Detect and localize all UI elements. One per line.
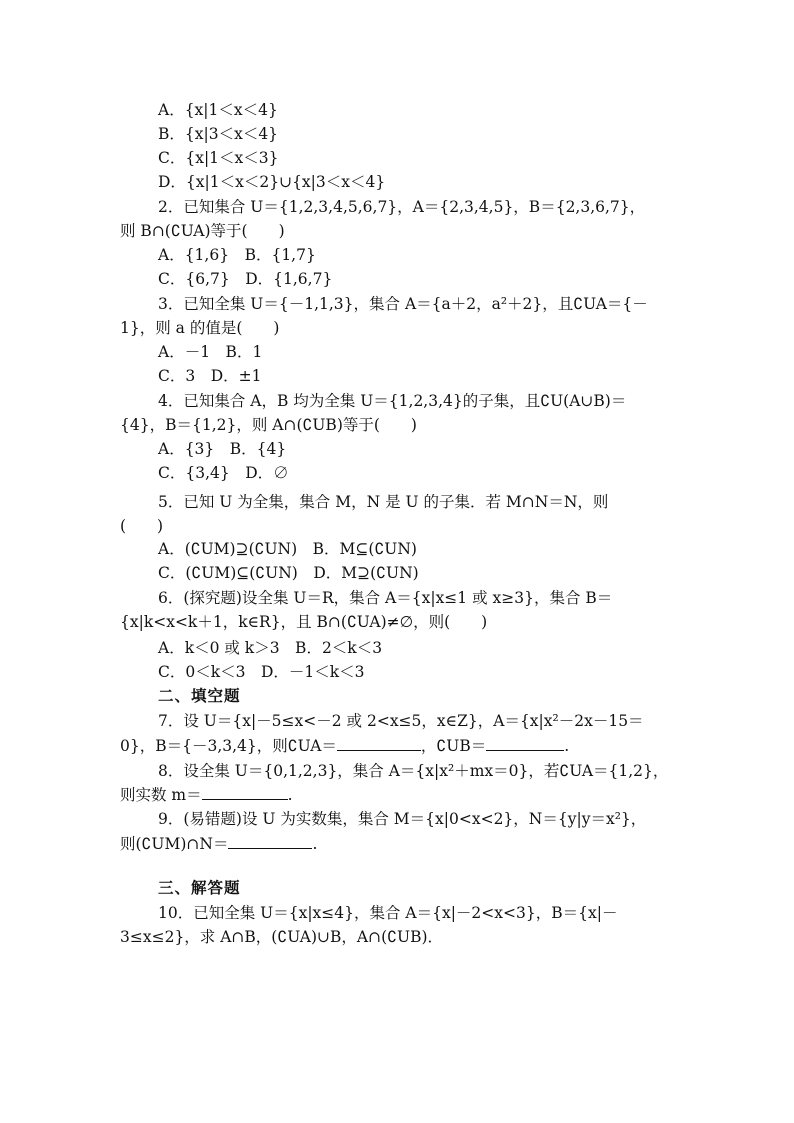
q9-answer-blank[interactable] [228, 832, 312, 849]
q10-stem-line2: 3≤x≤2}，求 A∩B，(∁UA)∪B，A∩(∁UB)． [120, 928, 444, 946]
q6-options-cd: C．0＜k＜3 D．－1＜k＜3 [158, 663, 365, 681]
section-solve-heading: 三、解答题 [158, 878, 241, 897]
q10-stem-line1: 10．已知全集 U＝{x|x≤4}，集合 A＝{x|－2<x<3}，B＝{x|－ [158, 904, 618, 922]
q5-stem-line1: 5．已知 U 为全集，集合 M，N 是 U 的子集．若 M∩N＝N，则 [158, 493, 609, 511]
q3-stem-line1: 3．已知全集 U＝{－1,1,3}，集合 A＝{a＋2，a²＋2}，且∁UA＝{－ [158, 295, 648, 313]
q9-stem-line1: 9．(易错题)设 U 为实数集，集合 M＝{x|0<x<2}，N＝{y|y＝x²}， [158, 810, 647, 828]
q8-stem-line2 [120, 783, 293, 807]
q4-stem-line1: 4．已知集合 A，B 均为全集 U＝{1,2,3,4}的子集，且∁U(A∪B)＝ [158, 392, 627, 410]
q6-stem-line2: {x|k<x<k＋1，k∈R}，且 B∩(∁UA)≠∅，则( ) [120, 613, 488, 631]
q6-stem-line1: 6．(探究题)设全集 U＝R，集合 A＝{x|x≤1 或 x≥3}，集合 B＝ [158, 589, 613, 607]
q8-stem-line1: 8．设全集 U＝{0,1,2,3}，集合 A＝{x|x²＋mx＝0}，若∁UA＝{1,2}， [158, 762, 669, 780]
q7-answer-blank-1[interactable] [337, 734, 421, 751]
q5-options-ab: A．(∁UM)⊇(∁UN) B．M⊆(∁UN) [158, 540, 417, 558]
q2-stem-line1: 2．已知集合 U＝{1,2,3,4,5,6,7}，A＝{2,3,4,5}，B＝{2,3,6,7}， [158, 198, 646, 216]
q2-stem-line2: 则 B∩(∁UA)等于( ) [120, 222, 285, 240]
q7-text-a: 0}，B＝{－3,3,4}，则∁UA＝ [120, 737, 337, 755]
q1-option-b: B．{x|3＜x＜4} [158, 125, 279, 143]
q3-options-ab: A．－1 B．1 [158, 343, 263, 361]
q1-option-d: D．{x|1＜x＜2}∪{x|3＜x＜4} [158, 173, 386, 191]
q3-stem-line2: 1}，则 a 的值是( ) [120, 319, 280, 337]
q6-options-ab: A．k＜0 或 k＞3 B．2＜k＜3 [158, 639, 383, 657]
q4-stem-line2: {4}，B＝{1,2}，则 A∩(∁UB)等于( ) [120, 416, 417, 434]
q4-options-ab: A．{3} B．{4} [158, 440, 287, 458]
q9-text-b: . [312, 835, 318, 853]
q9-text-a: 则(∁UM)∩N＝ [120, 835, 229, 853]
q7-text-c: . [564, 737, 570, 755]
q1-option-a: A．{x|1＜x＜4} [158, 101, 278, 119]
q3-options-cd: C．3 D．±1 [158, 367, 262, 385]
q8-answer-blank[interactable] [202, 783, 288, 800]
q5-options-cd: C．(∁UM)⊆(∁UN) D．M⊇(∁UN) [158, 564, 419, 582]
q7-stem-line2 [120, 734, 569, 758]
q7-stem-line1: 7．设 U＝{x|－5≤x<－2 或 2<x≤5，x∈Z}，A＝{x|x²－2x－15＝ [158, 712, 644, 730]
q8-text-b: . [287, 786, 293, 804]
q2-options-ab: A．{1,6} B．{1,7} [158, 246, 316, 264]
q9-stem-line2 [120, 832, 317, 856]
q1-option-c: C．{x|1＜x＜3} [158, 149, 279, 167]
q8-text-a: 则实数 m＝ [120, 786, 202, 804]
q2-options-cd: C．{6,7} D．{1,6,7} [158, 270, 333, 288]
q4-options-cd: C．{3,4} D．∅ [158, 464, 289, 482]
section-fill-in-heading: 二、填空题 [158, 686, 241, 705]
q5-stem-line2: ( ) [120, 517, 164, 535]
q7-answer-blank-2[interactable] [486, 734, 564, 751]
q7-text-b: ，∁UB＝ [420, 737, 487, 755]
